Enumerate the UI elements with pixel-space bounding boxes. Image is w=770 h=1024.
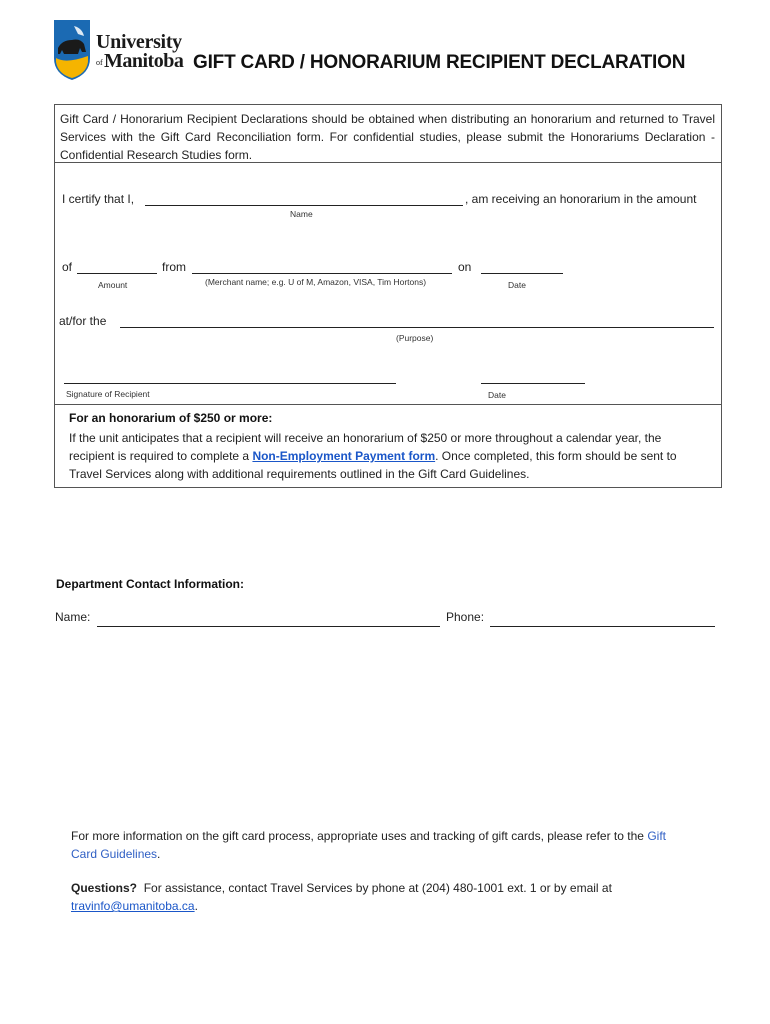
signature-caption: Signature of Recipient [66,389,150,399]
purpose-label: at/for the [59,314,107,328]
department-contact-title: Department Contact Information: [56,577,245,591]
honorarium-text [69,429,689,483]
university-logo [52,18,192,84]
date-caption: Date [508,280,526,290]
honorarium-text-after: . Once completed, this form should be sent to Travel Services along with additional requirements outlined in the Gift Card Guidelines. [69,449,677,481]
more-info-text [71,827,691,863]
honorarium-title: For an honorarium of $250 or more: [69,411,273,425]
intro-divider [54,162,722,163]
purpose-field[interactable] [120,314,714,328]
recipient-name-field[interactable] [145,192,463,206]
signature-date-caption: Date [488,390,506,400]
logo-university-text: University [96,31,182,53]
name-caption: Name [290,209,313,219]
questions-text [71,879,691,915]
signature-field[interactable] [64,370,396,384]
on-label: on [458,260,472,274]
certify-prefix: I certify that I, [62,192,135,206]
page-title: GIFT CARD / HONORARIUM RECIPIENT DECLARATION [193,52,686,73]
questions-label: Questions? [71,881,138,895]
travel-services-email-link[interactable]: travinfo@umanitoba.ca [71,899,195,913]
more-info-before: For more information on the gift card process, appropriate uses and tracking of gift cards, please refer to the [71,829,644,843]
certify-suffix: , am receiving an honorarium in the amount [465,192,697,206]
merchant-name-field[interactable] [192,260,452,274]
logo-manitoba-text: Manitoba [104,50,184,72]
logo-of-text: of [96,58,103,67]
shield-bison-icon [52,18,92,82]
contact-name-field[interactable] [97,612,440,627]
questions-after: . [194,899,198,913]
from-label: from [162,260,186,274]
amount-caption: Amount [98,280,128,290]
questions-body: For assistance, contact Travel Services by phone at (204) 480-1001 ext. 1 or by email at [143,881,612,895]
contact-name-label: Name: [55,610,91,624]
intro-text: Gift Card / Honorarium Recipient Declarations should be obtained when distributing an honorarium and returned to Travel Services with the Gift Card Reconciliation form. For confidential studies, please submit the Honorariums Declaration - Confidential Research Studies form. [60,112,715,162]
date-field[interactable] [481,260,563,274]
signature-date-field[interactable] [481,370,585,384]
honorarium-text-before: If the unit anticipates that a recipient will receive an honorarium of $250 or more throughout a calendar year, the recipient is required to complete a [69,431,662,463]
of-label: of [62,260,73,274]
non-employment-payment-form-link[interactable]: Non-Employment Payment form [252,449,436,463]
contact-phone-label: Phone: [446,610,485,624]
merchant-caption: (Merchant name; e.g. U of M, Amazon, VISA, Tim Hortons) [205,277,427,287]
more-info-after: . [157,847,161,861]
purpose-caption: (Purpose) [396,333,434,343]
contact-phone-field[interactable] [490,612,715,627]
honorarium-divider [54,404,722,405]
amount-field[interactable] [77,260,157,274]
gift-card-guidelines-link[interactable]: Gift Card Guidelines [71,829,666,861]
